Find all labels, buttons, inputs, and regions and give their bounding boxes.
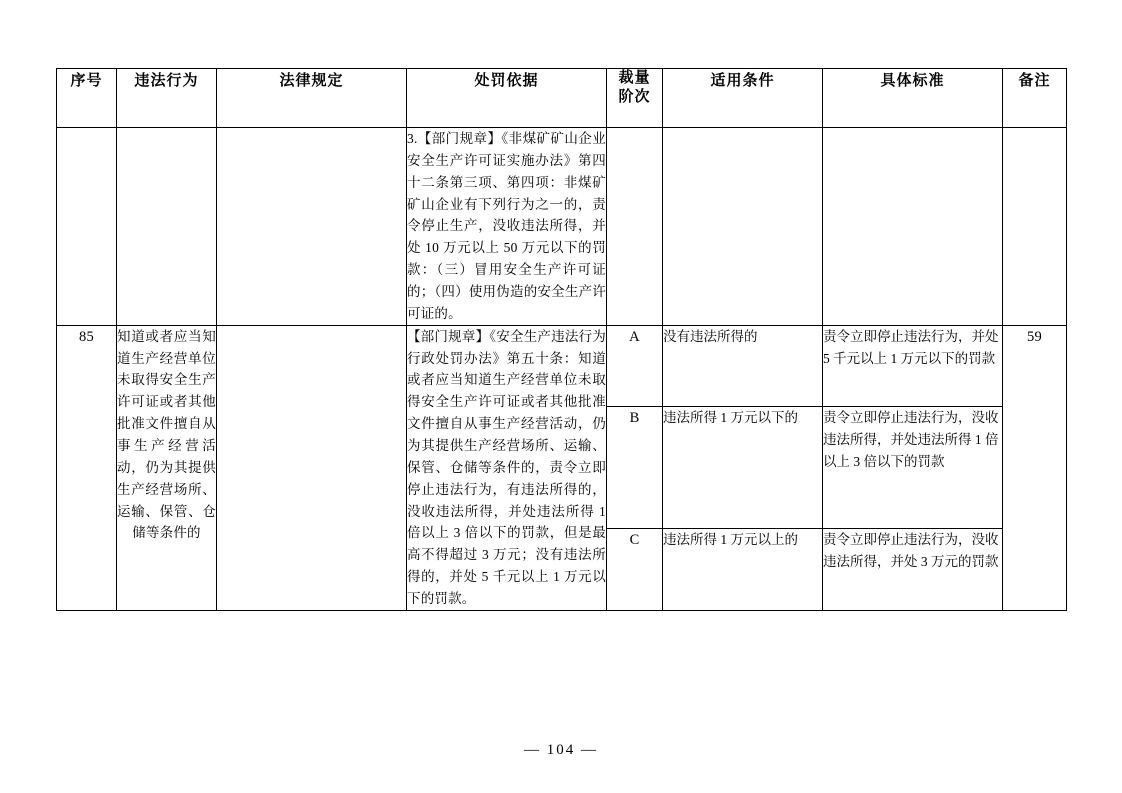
cell-standard-a: 责令立即停止违法行为，并处 5 千元以上 1 万元以下的罚款 <box>823 325 1003 407</box>
header-discretion-level-line2: 阶次 <box>618 88 651 105</box>
table-header-row <box>57 69 1067 128</box>
header-violation: 违法行为 <box>117 69 217 128</box>
header-remarks: 备注 <box>1003 69 1067 128</box>
header-discretion-level-line1: 裁量 <box>618 70 651 86</box>
cell-penalty-basis-continued: 3.【部门规章】《非煤矿矿山企业安全生产许可证实施办法》第四十二条第三项、第四项：非煤矿矿山企业有下列行为之一的，责令停止生产，没收违法所得，并处 10 万元以上 50 万元以下的罚款：（三）冒用安全生产许可证的；（四）使用伪造的安全生产许可证的。 <box>407 128 607 326</box>
cell-law-continued <box>217 128 407 326</box>
page-number: — 104 — <box>524 742 598 758</box>
cell-condition-c: 违法所得 1 万元以上的 <box>663 529 823 611</box>
cell-condition-a: 没有违法所得的 <box>663 325 823 407</box>
cell-level-continued <box>607 128 663 326</box>
cell-penalty-basis: 【部门规章】《安全生产违法行为行政处罚办法》第五十条：知道或者应当知道生产经营单位未取得安全生产许可证或者其他批准文件擅自从事生产经营活动，仍为其提供生产经营场所、运输、保管、仓储等条件的，责令立即停止违法行为，有违法所得的，没收违法所得，并处违法所得 1 倍以上 3 倍以下的罚款，但是最高不得超过 3 万元；没有违法所得的，并处 5 千元以上 1 万元以下的罚款。 <box>407 325 607 610</box>
cell-seq-continued <box>57 128 117 326</box>
header-seq: 序号 <box>57 69 117 128</box>
cell-violation-continued <box>117 128 217 326</box>
table-row <box>57 325 1067 407</box>
table-row <box>57 128 1067 326</box>
header-applicable-conditions: 适用条件 <box>663 69 823 128</box>
cell-violation: 知道或者应当知道生产经营单位未取得安全生产许可证或者其他批准文件擅自从事生产经营活动，仍为其提供生产经营场所、运输、保管、仓储等条件的 <box>117 325 217 610</box>
cell-level-b: B <box>607 407 663 529</box>
cell-condition-continued <box>663 128 823 326</box>
header-penalty-basis: 处罚依据 <box>407 69 607 128</box>
cell-level-a: A <box>607 325 663 407</box>
cell-law <box>217 325 407 610</box>
cell-standard-c: 责令立即停止违法行为，没收违法所得，并处 3 万元的罚款 <box>823 529 1003 611</box>
header-specific-standard: 具体标准 <box>823 69 1003 128</box>
regulation-table <box>56 68 1067 611</box>
cell-standard-b: 责令立即停止违法行为，没收违法所得，并处违法所得 1 倍以上 3 倍以下的罚款 <box>823 407 1003 529</box>
header-discretion-level <box>607 69 663 128</box>
cell-level-c: C <box>607 529 663 611</box>
cell-standard-continued <box>823 128 1003 326</box>
header-legal-provision: 法律规定 <box>217 69 407 128</box>
cell-remark: 59 <box>1003 325 1067 610</box>
cell-condition-b: 违法所得 1 万元以下的 <box>663 407 823 529</box>
cell-seq: 85 <box>57 325 117 610</box>
cell-remark-continued <box>1003 128 1067 326</box>
